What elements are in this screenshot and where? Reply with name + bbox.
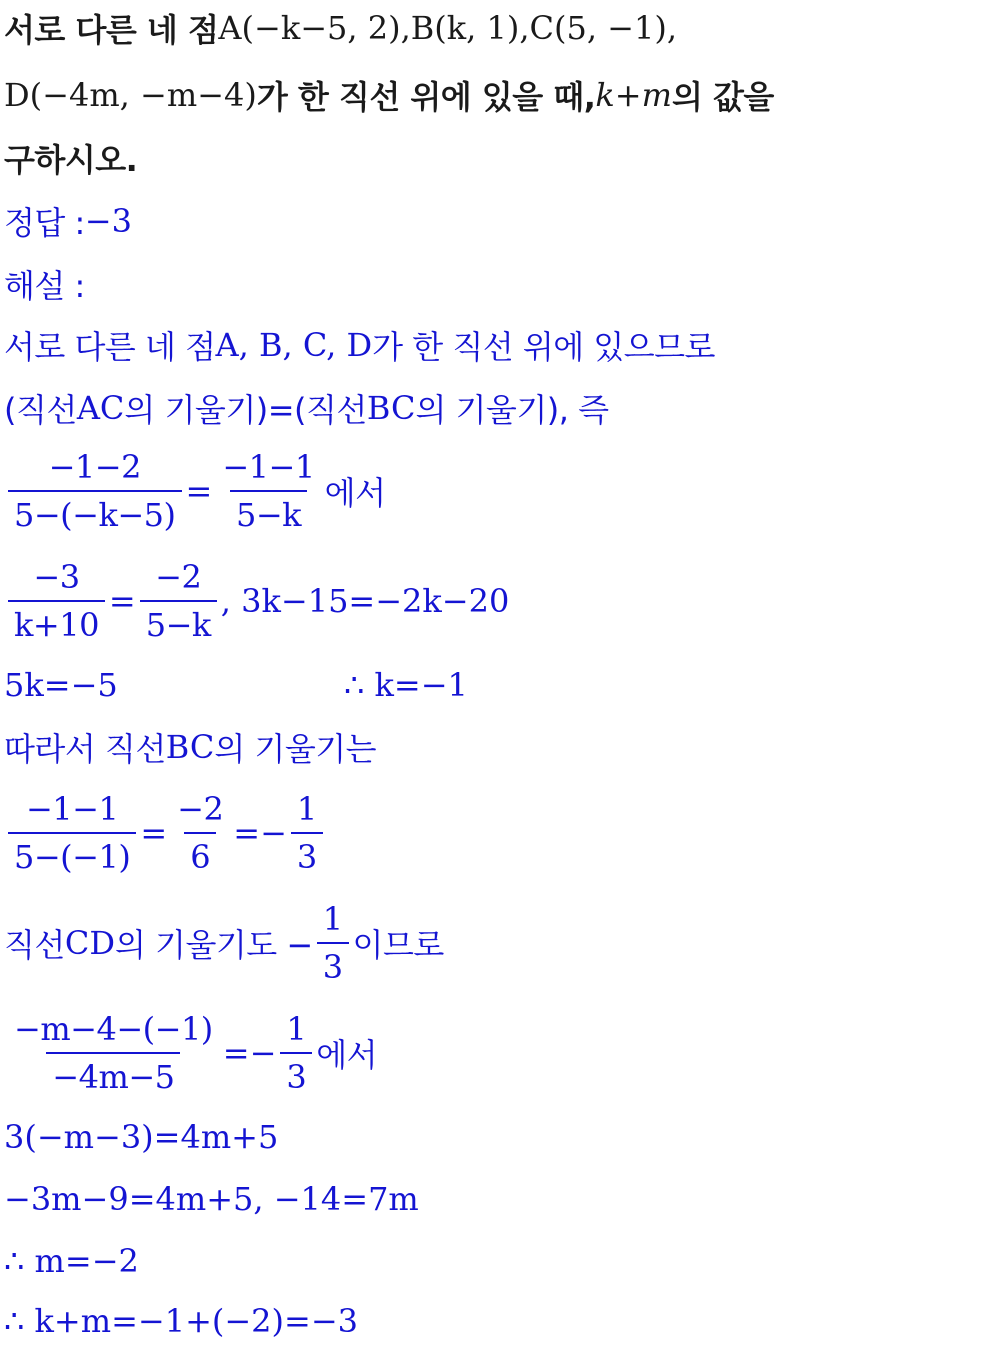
line-bc: BC — [366, 389, 416, 427]
solution-text: (직선 — [4, 391, 77, 429]
equation-line: −3m−9=4m+5, −14=7m — [4, 1180, 419, 1218]
solution-line-cd — [4, 888, 444, 998]
equation-k-result — [4, 660, 468, 710]
equation-bc-slope: $\frac{-1-1}{5-(-1)}$ = $\frac{-2}{6}$ =− $\frac{1}{3}$ — [4, 778, 327, 888]
equation-text: ∴ k=−1 — [344, 666, 468, 704]
point-d: D(−4m, −m−4) — [4, 76, 257, 114]
question-line-1 — [4, 3, 677, 53]
solution-line-1 — [4, 320, 715, 370]
line-cd: CD — [64, 924, 115, 962]
solution-text: 에서 — [316, 1036, 378, 1074]
equation-text: 5k=−5 — [4, 666, 118, 704]
fraction: $\frac{-m-4-(-1)}{-4m-5}$ — [14, 1010, 213, 1096]
solution-text: 가 한 직선 위에 있으므로 — [372, 328, 715, 366]
solution-text: 서로 다른 네 점 — [4, 328, 216, 366]
fraction: $\frac{1}{3}$ — [280, 1010, 312, 1096]
question-line-2 — [4, 70, 774, 120]
line-ac: AC — [76, 389, 125, 427]
equation-text: , 3k−15=−2k−20 — [220, 582, 510, 620]
solution-text: 에서 — [324, 474, 386, 512]
expression-k-plus-m: k+m — [595, 76, 672, 114]
equation-simplified: $\frac{-3}{k+10}$ = $\frac{-2}{5-k}$ , 3k−15=−2k−20 — [4, 546, 509, 656]
solution-text: 따라서 직선 — [4, 730, 166, 768]
equation-m-result: ∴ m=−2 — [4, 1242, 139, 1280]
fraction: $\frac{1}{3}$ — [317, 900, 349, 986]
answer-line — [4, 196, 132, 246]
equation-cd-slope: $\frac{-m-4-(-1)}{-4m-5}$ =− $\frac{1}{3}$ 에서 — [4, 998, 377, 1108]
solution-line-2 — [4, 383, 609, 433]
fraction: $\frac{-3}{k+10}$ — [8, 558, 105, 644]
solution-text: 이므로 — [352, 926, 444, 964]
question-text: 서로 다른 네 점 — [4, 11, 219, 49]
point-a: A(−k−5, 2), — [218, 9, 411, 47]
solution-line-따라서 — [4, 722, 376, 772]
fraction: $\frac{-1-1}{5-k}$ — [222, 448, 315, 534]
fraction: $\frac{-1-1}{5-(-1)}$ — [8, 790, 136, 876]
points-list: A, B, C, D — [215, 326, 373, 364]
solution-label: 해설 : — [4, 267, 85, 305]
equation-slope-equality: $\frac{-1-2}{5-(-k-5)}$ = $\frac{-1-1}{5-k}$ 에서 — [4, 436, 386, 546]
fraction: $\frac{-1-2}{5-(-k-5)}$ — [8, 448, 182, 534]
solution-text: 의 기울기)=(직선 — [124, 391, 367, 429]
line-bc: BC — [165, 728, 215, 766]
solution-text: 의 기울기는 — [214, 730, 377, 768]
fraction: $\frac{1}{3}$ — [291, 790, 323, 876]
question-text: 가 한 직선 위에 있을 때, — [256, 78, 596, 116]
solution-text: 직선 — [4, 926, 65, 964]
point-c: C(5, −1), — [529, 9, 677, 47]
answer-value: −3 — [84, 202, 132, 240]
equation-line: 3(−m−3)=4m+5 — [4, 1118, 279, 1156]
question-line-3: 구하시오. — [4, 141, 138, 179]
solution-text: 의 기울기도 − — [114, 926, 313, 964]
answer-label: 정답 : — [4, 204, 85, 242]
point-b: B(k, 1), — [410, 9, 530, 47]
question-text: 의 값을 — [671, 78, 774, 116]
final-answer: ∴ k+m=−1+(−2)=−3 — [4, 1302, 358, 1340]
fraction: $\frac{-2}{5-k}$ — [140, 558, 217, 644]
solution-text: 의 기울기), 즉 — [415, 391, 609, 429]
fraction: $\frac{-2}{6}$ — [177, 790, 224, 876]
